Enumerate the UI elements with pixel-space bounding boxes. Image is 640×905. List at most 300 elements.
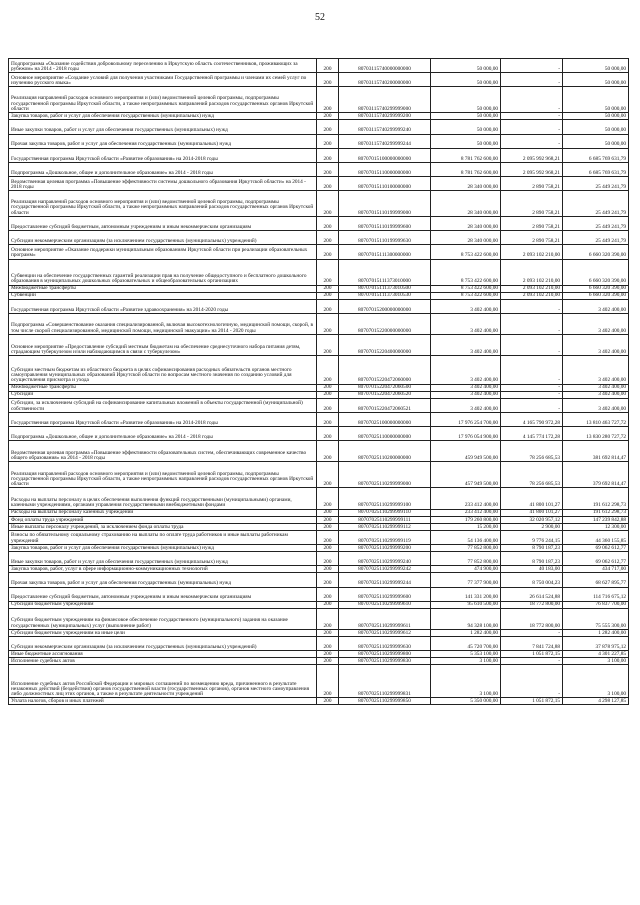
executed-amount-cell: 2 890 758,21 xyxy=(501,191,563,217)
budget-code-cell: 80707025110299999600 xyxy=(339,587,431,601)
expense-name-cell: Расходы на выплаты персоналу в целях обеспечения выполнения функций государственными (муниципальными) органами, казенными учреждениями, органами управления государственными внебюджетными фондами xyxy=(9,488,317,509)
remaining-amount-cell: 6 685 769 631,79 xyxy=(563,162,629,176)
budget-code-cell: 80707015110199999630 xyxy=(339,231,431,245)
admin-code-cell: 200 xyxy=(317,629,339,636)
approved-amount-cell: 141 331 200,00 xyxy=(431,587,501,601)
budget-code-cell: 80707015220000000000 xyxy=(339,313,431,334)
executed-amount-cell: - xyxy=(501,335,563,356)
executed-amount-cell: 41 800 101,27 xyxy=(501,509,563,516)
admin-code-cell: 200 xyxy=(317,73,339,87)
expense-name-cell: Закупка товаров, работ, услуг в сфере информационно-коммуникационных технологий xyxy=(9,566,317,573)
remaining-amount-cell: 1 282 400,00 xyxy=(563,629,629,636)
remaining-amount-cell: 44 360 155,85 xyxy=(563,530,629,544)
remaining-amount-cell: 37 878 975,12 xyxy=(563,637,629,651)
expense-name-cell: Ведомственная целевая программа «Повышение эффективности образовательных систем, обеспечивающих современное качество общего образования» на 2014 - 2018 годы xyxy=(9,441,317,462)
admin-code-cell: 200 xyxy=(317,113,339,120)
admin-code-cell: 200 xyxy=(317,552,339,566)
admin-code-cell: 200 xyxy=(317,356,339,384)
budget-code-cell: 80707025110299999612 xyxy=(339,629,431,636)
expense-name-cell: Субсидии бюджетным учреждениям на финансовое обеспечение государственного (муниципального) задания на оказание государственных (муниципальных) услуг (выполнение работ) xyxy=(9,608,317,629)
admin-code-cell: 200 xyxy=(317,148,339,162)
remaining-amount-cell: 191 612 298,73 xyxy=(563,509,629,516)
budget-code-cell: 80707025110299999850 xyxy=(339,698,431,705)
table-row xyxy=(9,412,629,426)
approved-amount-cell: 28 340 000,00 xyxy=(431,191,501,217)
executed-amount-cell: 2 890 758,21 xyxy=(501,176,563,190)
approved-amount-cell: 50 000,00 xyxy=(431,134,501,148)
expense-name-cell: Государственная программа Иркутской области «Развитие здравоохранения» на 2014-2020 годы xyxy=(9,299,317,313)
remaining-amount-cell: 25 449 241,79 xyxy=(563,176,629,190)
admin-code-cell: 200 xyxy=(317,573,339,587)
remaining-amount-cell: 6 660 320 390,00 xyxy=(563,285,629,292)
executed-amount-cell: 1 051 872,15 xyxy=(501,651,563,658)
approved-amount-cell: 8 781 762 600,00 xyxy=(431,148,501,162)
approved-amount-cell: 94 328 100,00 xyxy=(431,608,501,629)
executed-amount-cell: 2 093 102 210,00 xyxy=(501,245,563,259)
executed-amount-cell: 32 020 957,12 xyxy=(501,516,563,523)
budget-code-cell: 80703115740000000000 xyxy=(339,59,431,73)
expense-name-cell: Исполнение судебных актов xyxy=(9,658,317,665)
budget-code-cell: 80707015220472060520 xyxy=(339,391,431,398)
executed-amount-cell: 26 614 524,88 xyxy=(501,587,563,601)
expense-name-cell: Подпрограмма «Дошкольное, общее и дополнительное образование» на 2014 - 2018 годы xyxy=(9,162,317,176)
approved-amount-cell: 3 402 400,00 xyxy=(431,356,501,384)
admin-code-cell: 200 xyxy=(317,217,339,231)
budget-code-cell: 80707025110299999000 xyxy=(339,462,431,488)
table-row xyxy=(9,231,629,245)
executed-amount-cell: 78 256 685,53 xyxy=(501,462,563,488)
approved-amount-cell: 3 402 400,00 xyxy=(431,384,501,391)
executed-amount-cell: 18 772 800,00 xyxy=(501,608,563,629)
expense-name-cell: Реализация направлений расходов основного мероприятия и (или) ведомственной целевой программы, подпрограммы государственной программы Иркутской области, а также непрограммных направлений расходов государственных органов Иркутской области xyxy=(9,462,317,488)
admin-code-cell: 200 xyxy=(317,191,339,217)
expense-name-cell: Государственная программа Иркутской области «Развитие образования» на 2014-2018 годы xyxy=(9,148,317,162)
executed-amount-cell: - xyxy=(501,73,563,87)
executed-amount-cell: 8 750 004,23 xyxy=(501,573,563,587)
executed-amount-cell: 4 165 790 972,28 xyxy=(501,412,563,426)
approved-amount-cell: 3 100,00 xyxy=(431,665,501,698)
executed-amount-cell: 9 776 244,15 xyxy=(501,530,563,544)
approved-amount-cell: 95 610 500,00 xyxy=(431,601,501,608)
admin-code-cell: 200 xyxy=(317,259,339,285)
table-row xyxy=(9,176,629,190)
table-row xyxy=(9,299,629,313)
expense-name-cell: Прочая закупка товаров, работ и услуг для обеспечения государственных (муниципальных) нужд xyxy=(9,573,317,587)
budget-code-cell: 80707025110299999112 xyxy=(339,523,431,530)
budget-code-cell: 80707025110299999800 xyxy=(339,651,431,658)
admin-code-cell: 200 xyxy=(317,698,339,705)
budget-report-table xyxy=(8,58,628,705)
expense-name-cell: Расходы на выплаты персоналу казенных учреждений xyxy=(9,509,317,516)
table-row xyxy=(9,587,629,601)
table-row xyxy=(9,245,629,259)
remaining-amount-cell: 50 000,00 xyxy=(563,113,629,120)
expense-name-cell: Взносы по обязательному социальному страхованию на выплаты по оплате труда работников и иные выплаты работникам учреждений xyxy=(9,530,317,544)
admin-code-cell: 200 xyxy=(317,545,339,552)
executed-amount-cell: - xyxy=(501,356,563,384)
budget-code-cell: 80707025110299999611 xyxy=(339,608,431,629)
table-row xyxy=(9,516,629,523)
budget-code-cell: 80707015100000000000 xyxy=(339,148,431,162)
budget-code-cell: 80707015110100000000 xyxy=(339,176,431,190)
remaining-amount-cell: 6 685 769 631,79 xyxy=(563,148,629,162)
remaining-amount-cell: 69 062 612,77 xyxy=(563,552,629,566)
expense-name-cell: Субсидии xyxy=(9,391,317,398)
table-row xyxy=(9,148,629,162)
remaining-amount-cell: 50 000,00 xyxy=(563,134,629,148)
remaining-amount-cell: 13 810 463 727,72 xyxy=(563,412,629,426)
remaining-amount-cell: 4 298 127,85 xyxy=(563,698,629,705)
budget-code-cell: 80707025110299999610 xyxy=(339,601,431,608)
admin-code-cell: 200 xyxy=(317,412,339,426)
approved-amount-cell: 8 753 422 600,00 xyxy=(431,285,501,292)
remaining-amount-cell: 3 100,00 xyxy=(563,665,629,698)
expense-name-cell: Реализация направлений расходов основного мероприятия и (или) ведомственной целевой программы, подпрограммы государственной программы Иркутской области, а также непрограммных направлений расходов государственных органов Иркутской области xyxy=(9,191,317,217)
admin-code-cell: 200 xyxy=(317,509,339,516)
expense-name-cell: Прочая закупка товаров, работ и услуг для обеспечения государственных (муниципальных) нужд xyxy=(9,134,317,148)
expense-name-cell: Предоставление субсидий бюджетным, автономным учреждениям и иным некоммерческим организациям xyxy=(9,587,317,601)
table-row xyxy=(9,427,629,441)
budget-code-cell: 80707025110299999111 xyxy=(339,516,431,523)
remaining-amount-cell: 381 692 814,47 xyxy=(563,441,629,462)
table-row xyxy=(9,313,629,334)
expense-name-cell: Подпрограмма «Дошкольное, общее и дополнительное образование» на 2014 - 2018 годы xyxy=(9,427,317,441)
budget-code-cell: 80707025110299999200 xyxy=(339,545,431,552)
remaining-amount-cell: 6 660 320 390,00 xyxy=(563,245,629,259)
table-row xyxy=(9,87,629,113)
page-number: 52 xyxy=(315,12,325,23)
budget-code-cell: 80707025110299999830 xyxy=(339,658,431,665)
remaining-amount-cell: 3 402 400,00 xyxy=(563,313,629,334)
budget-code-cell: 80703115740299999000 xyxy=(339,87,431,113)
expense-name-cell: Подпрограмма «Оказание содействия добровольному переселению в Иркутскую область соотечественников, проживающих за рубежом» на 2014 - 2018 годы xyxy=(9,59,317,73)
budget-code-cell: 80707015220472060521 xyxy=(339,398,431,412)
approved-amount-cell: 50 000,00 xyxy=(431,120,501,134)
remaining-amount-cell: 3 402 400,00 xyxy=(563,384,629,391)
expense-name-cell: Иные закупки товаров, работ и услуг для обеспечения государственных (муниципальных) нужд xyxy=(9,552,317,566)
admin-code-cell: 200 xyxy=(317,587,339,601)
expense-name-cell: Предоставление субсидий бюджетным, автономным учреждениям и иным некоммерческим организациям xyxy=(9,217,317,231)
expense-name-cell: Фонд оплаты труда учреждений xyxy=(9,516,317,523)
approved-amount-cell: 50 000,00 xyxy=(431,87,501,113)
remaining-amount-cell: 6 660 320 390,00 xyxy=(563,292,629,299)
expense-name-cell: Субвенции на обеспечение государственных гарантий реализации прав на получение общедоступного и бесплатного дошкольного образования в муниципальных дошкольных образовательных и общеобразовательных организациях xyxy=(9,259,317,285)
approved-amount-cell: 15 200,00 xyxy=(431,523,501,530)
table-row xyxy=(9,162,629,176)
remaining-amount-cell: 50 000,00 xyxy=(563,59,629,73)
table-row xyxy=(9,608,629,629)
executed-amount-cell: - xyxy=(501,391,563,398)
budget-code-cell: 80707015220400000000 xyxy=(339,335,431,356)
table-row xyxy=(9,441,629,462)
executed-amount-cell: 2 093 102 210,00 xyxy=(501,292,563,299)
admin-code-cell: 200 xyxy=(317,299,339,313)
approved-amount-cell: 233 412 400,00 xyxy=(431,509,501,516)
table-row xyxy=(9,545,629,552)
approved-amount-cell: 474 900,00 xyxy=(431,566,501,573)
table-row xyxy=(9,665,629,698)
approved-amount-cell: 3 402 400,00 xyxy=(431,391,501,398)
budget-code-cell: 80707015111300000000 xyxy=(339,245,431,259)
table-row xyxy=(9,292,629,299)
table-row xyxy=(9,509,629,516)
approved-amount-cell: 8 753 422 600,00 xyxy=(431,245,501,259)
table-row xyxy=(9,566,629,573)
remaining-amount-cell: 6 660 320 390,00 xyxy=(563,259,629,285)
approved-amount-cell: 17 976 054 900,00 xyxy=(431,427,501,441)
approved-amount-cell: 1 282 400,00 xyxy=(431,629,501,636)
expense-name-cell: Исполнение судебных актов Российской Федерации и мировых соглашений по возмещению вреда, причиненного в результате незаконных действий (бездействия) органов государственной власти (государственных органов), органов местного самоуправления либо должностных лиц этих органов, а также в результате деятельности учреждений xyxy=(9,665,317,698)
admin-code-cell: 200 xyxy=(317,176,339,190)
approved-amount-cell: 28 340 000,00 xyxy=(431,217,501,231)
table-row xyxy=(9,73,629,87)
executed-amount-cell: - xyxy=(501,59,563,73)
expense-name-cell: Межбюджетные трансферты xyxy=(9,285,317,292)
admin-code-cell: 200 xyxy=(317,516,339,523)
remaining-amount-cell: 12 300,00 xyxy=(563,523,629,530)
table-row xyxy=(9,356,629,384)
admin-code-cell: 200 xyxy=(317,162,339,176)
expense-name-cell: Иные выплаты персоналу учреждений, за исключением фонда оплаты труда xyxy=(9,523,317,530)
remaining-amount-cell: 76 837 700,00 xyxy=(563,601,629,608)
approved-amount-cell: 45 720 700,00 xyxy=(431,637,501,651)
admin-code-cell: 200 xyxy=(317,398,339,412)
executed-amount-cell: 2 095 992 968,21 xyxy=(501,162,563,176)
table-row xyxy=(9,191,629,217)
remaining-amount-cell: 50 000,00 xyxy=(563,73,629,87)
table-row xyxy=(9,488,629,509)
executed-amount-cell: - xyxy=(501,629,563,636)
approved-amount-cell: 233 412 400,00 xyxy=(431,488,501,509)
expense-name-cell: Субсидии некоммерческим организациям (за исключением государственных (муниципальных) учреждений) xyxy=(9,231,317,245)
admin-code-cell: 200 xyxy=(317,292,339,299)
expense-name-cell: Иные бюджетные ассигнования xyxy=(9,651,317,658)
approved-amount-cell: 3 100,00 xyxy=(431,658,501,665)
approved-amount-cell: 8 781 762 600,00 xyxy=(431,162,501,176)
table-row xyxy=(9,59,629,73)
table-row xyxy=(9,552,629,566)
executed-amount-cell: - xyxy=(501,134,563,148)
admin-code-cell: 200 xyxy=(317,530,339,544)
approved-amount-cell: 54 136 400,00 xyxy=(431,530,501,544)
budget-code-cell: 80707015220472060500 xyxy=(339,384,431,391)
expense-name-cell: Субсидии бюджетным учреждениям xyxy=(9,601,317,608)
table-row xyxy=(9,285,629,292)
budget-code-cell: 80707025110000000000 xyxy=(339,427,431,441)
executed-amount-cell: 2 093 102 210,00 xyxy=(501,285,563,292)
expense-name-cell: Межбюджетные трансферты xyxy=(9,384,317,391)
admin-code-cell: 200 xyxy=(317,651,339,658)
expense-name-cell: Иные закупки товаров, работ и услуг для обеспечения государственных (муниципальных) нужд xyxy=(9,120,317,134)
expense-name-cell: Основное мероприятие «Предоставление субсидий местным бюджетам на обеспечение среднесуточного набора питания детям, страдающим туберкулезом и/или наблюдающимся в связи с туберкулезом» xyxy=(9,335,317,356)
remaining-amount-cell: 3 402 400,00 xyxy=(563,299,629,313)
approved-amount-cell: 3 402 400,00 xyxy=(431,313,501,334)
expense-name-cell: Основное мероприятие «Создание условий для получения участниками Государственной программы и членами их семей услуг по изучению русского языка» xyxy=(9,73,317,87)
expense-name-cell: Субвенции xyxy=(9,292,317,299)
executed-amount-cell: - xyxy=(501,299,563,313)
executed-amount-cell: 2 900,00 xyxy=(501,523,563,530)
budget-code-cell: 80707025110299999244 xyxy=(339,573,431,587)
budget-code-cell: 80707025110299999242 xyxy=(339,566,431,573)
approved-amount-cell: 77 852 800,00 xyxy=(431,552,501,566)
budget-code-cell: 80707025110299999831 xyxy=(339,665,431,698)
approved-amount-cell: 3 402 400,00 xyxy=(431,299,501,313)
executed-amount-cell: 2 093 102 210,00 xyxy=(501,259,563,285)
remaining-amount-cell: 434 717,00 xyxy=(563,566,629,573)
executed-amount-cell: 4 145 774 172,28 xyxy=(501,427,563,441)
remaining-amount-cell: 4 301 227,85 xyxy=(563,651,629,658)
executed-amount-cell: 78 256 685,53 xyxy=(501,441,563,462)
table-row xyxy=(9,217,629,231)
executed-amount-cell: - xyxy=(501,113,563,120)
admin-code-cell: 200 xyxy=(317,427,339,441)
budget-code-cell: 80707025110200000000 xyxy=(339,441,431,462)
executed-amount-cell: 2 095 992 968,21 xyxy=(501,148,563,162)
remaining-amount-cell: 25 449 241,79 xyxy=(563,231,629,245)
expense-name-cell: Государственная программа Иркутской области «Развитие образования» на 2014-2018 годы xyxy=(9,412,317,426)
remaining-amount-cell: 50 000,00 xyxy=(563,87,629,113)
expense-name-cell: Закупка товаров, работ и услуг для обеспечения государственных (муниципальных) нужд xyxy=(9,545,317,552)
table-row xyxy=(9,134,629,148)
executed-amount-cell: 18 772 800,00 xyxy=(501,601,563,608)
remaining-amount-cell: 3 402 400,00 xyxy=(563,356,629,384)
remaining-amount-cell: 3 402 400,00 xyxy=(563,391,629,398)
approved-amount-cell: 8 753 422 600,00 xyxy=(431,259,501,285)
remaining-amount-cell: 147 239 842,88 xyxy=(563,516,629,523)
executed-amount-cell: - xyxy=(501,665,563,698)
approved-amount-cell: 28 340 000,00 xyxy=(431,231,501,245)
admin-code-cell: 200 xyxy=(317,87,339,113)
table-row xyxy=(9,698,629,705)
expense-name-cell: Закупка товаров, работ и услуг для обеспечения государственных (муниципальных) нужд xyxy=(9,113,317,120)
budget-code-cell: 80707025110299999119 xyxy=(339,530,431,544)
approved-amount-cell: 5 353 100,00 xyxy=(431,651,501,658)
budget-code-cell: 80707015220472060000 xyxy=(339,356,431,384)
admin-code-cell: 200 xyxy=(317,391,339,398)
budget-code-cell: 80707025100000000000 xyxy=(339,412,431,426)
budget-code-cell: 80703115740299999240 xyxy=(339,120,431,134)
table-row xyxy=(9,462,629,488)
expense-name-cell: Субсидии некоммерческим организациям (за исключением государственных (муниципальных) учреждений) xyxy=(9,637,317,651)
approved-amount-cell: 77 852 800,00 xyxy=(431,545,501,552)
budget-code-cell: 80707025110299999100 xyxy=(339,488,431,509)
remaining-amount-cell: 13 830 280 727,72 xyxy=(563,427,629,441)
table-row xyxy=(9,530,629,544)
budget-code-cell: 80707025110299999110 xyxy=(339,509,431,516)
remaining-amount-cell: 69 062 612,77 xyxy=(563,545,629,552)
executed-amount-cell: - xyxy=(501,313,563,334)
budget-code-cell: 80707015110199999000 xyxy=(339,191,431,217)
admin-code-cell: 200 xyxy=(317,665,339,698)
admin-code-cell: 200 xyxy=(317,313,339,334)
remaining-amount-cell: 3 402 400,00 xyxy=(563,335,629,356)
table-row xyxy=(9,335,629,356)
table-row xyxy=(9,651,629,658)
budget-code-cell: 80707015200000000000 xyxy=(339,299,431,313)
table-row xyxy=(9,601,629,608)
admin-code-cell: 200 xyxy=(317,384,339,391)
table-row xyxy=(9,523,629,530)
expense-name-cell: Реализация направлений расходов основного мероприятия и (или) ведомственной целевой программы, подпрограммы государственной программы Иркутской области, а также непрограммных направлений расходов государственных органов Иркутской области xyxy=(9,87,317,113)
executed-amount-cell: 2 890 758,21 xyxy=(501,231,563,245)
approved-amount-cell: 17 976 254 700,00 xyxy=(431,412,501,426)
expense-name-cell: Субсидии, за исключением субсидий на софинансирование капитальных вложений в объекты государственной (муниципальной) собственности xyxy=(9,398,317,412)
admin-code-cell: 200 xyxy=(317,120,339,134)
approved-amount-cell: 5 350 000,00 xyxy=(431,698,501,705)
approved-amount-cell: 77 377 900,00 xyxy=(431,573,501,587)
table-row xyxy=(9,391,629,398)
admin-code-cell: 200 xyxy=(317,566,339,573)
executed-amount-cell: - xyxy=(501,658,563,665)
approved-amount-cell: 457 949 500,00 xyxy=(431,462,501,488)
admin-code-cell: 200 xyxy=(317,601,339,608)
approved-amount-cell: 179 260 800,00 xyxy=(431,516,501,523)
approved-amount-cell: 50 000,00 xyxy=(431,59,501,73)
table-row xyxy=(9,113,629,120)
budget-code-cell: 80707015111373010000 xyxy=(339,259,431,285)
approved-amount-cell: 3 402 400,00 xyxy=(431,398,501,412)
remaining-amount-cell: 191 612 298,73 xyxy=(563,488,629,509)
table-row xyxy=(9,637,629,651)
executed-amount-cell: 7 841 724,88 xyxy=(501,637,563,651)
remaining-amount-cell: 3 100,00 xyxy=(563,658,629,665)
budget-code-cell: 80707015110199999600 xyxy=(339,217,431,231)
executed-amount-cell: - xyxy=(501,87,563,113)
budget-code-cell: 80707025110299999630 xyxy=(339,637,431,651)
expense-name-cell: Подпрограмма «Совершенствование оказания специализированной, включая высокотехнологичную, медицинской помощи, скорой, в том числе скорой специализированной, медицинской помощи, медицинской эвакуации» на 2014 - 2020 годы xyxy=(9,313,317,334)
approved-amount-cell: 50 000,00 xyxy=(431,113,501,120)
remaining-amount-cell: 3 402 400,00 xyxy=(563,398,629,412)
executed-amount-cell: - xyxy=(501,398,563,412)
approved-amount-cell: 459 949 500,00 xyxy=(431,441,501,462)
table-row xyxy=(9,658,629,665)
executed-amount-cell: 8 790 187,23 xyxy=(501,552,563,566)
table-row xyxy=(9,629,629,636)
budget-code-cell: 80703115740299999200 xyxy=(339,113,431,120)
budget-code-cell: 80707025110299999240 xyxy=(339,552,431,566)
executed-amount-cell: 2 890 758,21 xyxy=(501,217,563,231)
admin-code-cell: 200 xyxy=(317,523,339,530)
budget-code-cell: 80707015111373010530 xyxy=(339,292,431,299)
admin-code-cell: 200 xyxy=(317,231,339,245)
executed-amount-cell: 1 051 872,15 xyxy=(501,698,563,705)
budget-code-cell: 80703115740200000000 xyxy=(339,73,431,87)
table-row xyxy=(9,120,629,134)
table-row xyxy=(9,259,629,285)
budget-code-cell: 80707015111373010500 xyxy=(339,285,431,292)
remaining-amount-cell: 25 449 241,79 xyxy=(563,217,629,231)
budget-code-cell: 80707015110000000000 xyxy=(339,162,431,176)
table-row xyxy=(9,398,629,412)
expense-name-cell: Субсидии местным бюджетам из областного бюджета в целях софинансирования расходных обязательств органов местного самоуправления муниципальных образований Иркутской области по вопросам местного значения по созданию условий для осуществления присмотра и ухода xyxy=(9,356,317,384)
table-row xyxy=(9,384,629,391)
executed-amount-cell: - xyxy=(501,120,563,134)
admin-code-cell: 200 xyxy=(317,462,339,488)
expense-name-cell: Основное мероприятие «Оказание поддержки муниципальным образованиям Иркутской области при реализации образовательных программ» xyxy=(9,245,317,259)
executed-amount-cell: 41 800 101,27 xyxy=(501,488,563,509)
executed-amount-cell: - xyxy=(501,384,563,391)
remaining-amount-cell: 25 449 241,79 xyxy=(563,191,629,217)
admin-code-cell: 200 xyxy=(317,285,339,292)
admin-code-cell: 200 xyxy=(317,441,339,462)
approved-amount-cell: 3 402 400,00 xyxy=(431,335,501,356)
expense-name-cell: Уплата налогов, сборов и иных платежей xyxy=(9,698,317,705)
executed-amount-cell: 40 183,00 xyxy=(501,566,563,573)
admin-code-cell: 200 xyxy=(317,245,339,259)
remaining-amount-cell: 50 000,00 xyxy=(563,120,629,134)
admin-code-cell: 200 xyxy=(317,134,339,148)
expense-name-cell: Ведомственная целевая программа «Повышение эффективности системы дошкольного образования Иркутской области» на 2014 - 2018 годы xyxy=(9,176,317,190)
